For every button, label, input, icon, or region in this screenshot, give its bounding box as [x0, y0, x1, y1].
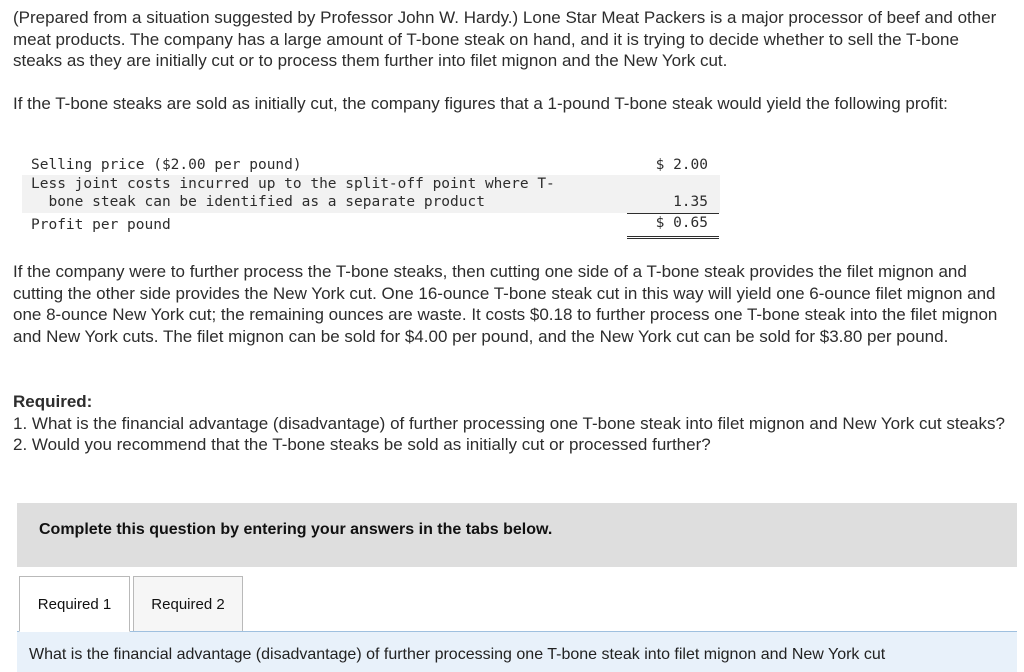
statement-label: Selling price ($2.00 per pound) — [31, 157, 302, 173]
tab-required-2[interactable]: Required 2 — [133, 576, 243, 632]
statement-row-selling-price — [22, 157, 720, 175]
total-double-rule-top — [627, 236, 719, 237]
problem-intro: (Prepared from a situation suggested by Professor John W. Hardy.) Lone Star Meat Packers is a major processor of beef and other meat products. The company has a large amount of T-bone steak on hand, and it is trying to decide whether to sell the T-bone steaks as they are initially cut or to process them further into filet mignon and the New York cut. — [13, 8, 997, 70]
statement-value: 1.35 — [673, 194, 708, 210]
total-double-rule-bottom — [627, 238, 719, 239]
problem-further-processing: If the company were to further process the T-bone steaks, then cutting one side of a T-bone steak provides the filet mignon and cutting the other side provides the New York cut. One 16-ounce T-bone steak cut in this way will yield one 6-ounce filet mignon and one 8-ounce New York cut; the remaining ounces are waste. It costs $0.18 to further process one T-bone steak into the filet mignon and New York cuts. The filet mignon can be sold for $4.00 per pound, and the New York cut can be sold for $3.80 per pound. — [13, 262, 998, 346]
instructions-banner — [17, 503, 1017, 567]
statement-row-joint-costs — [22, 175, 720, 213]
tab-question-text: What is the financial advantage (disadvantage) of further processing one T-bone steak into filet mignon and New York cut — [29, 646, 886, 663]
statement-label-line2: bone steak can be identified as a separate product — [31, 194, 485, 210]
instructions-text: Complete this question by entering your answers in the tabs below. — [39, 521, 553, 538]
subtotal-rule — [627, 213, 719, 214]
tab-content-panel — [17, 631, 1017, 672]
required-question-2: 2. Would you recommend that the T-bone steaks be sold as initially cut or processed further? — [13, 435, 711, 454]
statement-value: $ 0.65 — [655, 215, 708, 231]
statement-value: $ 2.00 — [655, 157, 708, 173]
required-section — [13, 391, 1008, 456]
required-heading: Required: — [13, 392, 93, 411]
statement-row-profit — [22, 215, 720, 237]
problem-if-sold: If the T-bone steaks are sold as initially cut, the company figures that a 1-pound T-bone steak would yield the following profit: — [13, 94, 948, 113]
tab-required-1[interactable]: Required 1 — [19, 576, 130, 632]
statement-label: Profit per pound — [31, 217, 171, 233]
required-question-1: 1. What is the financial advantage (disadvantage) of further processing one T-bone steak into filet mignon and New York cut steaks? — [13, 413, 1005, 433]
statement-label-line1: Less joint costs incurred up to the split-off point where T- — [31, 176, 555, 192]
